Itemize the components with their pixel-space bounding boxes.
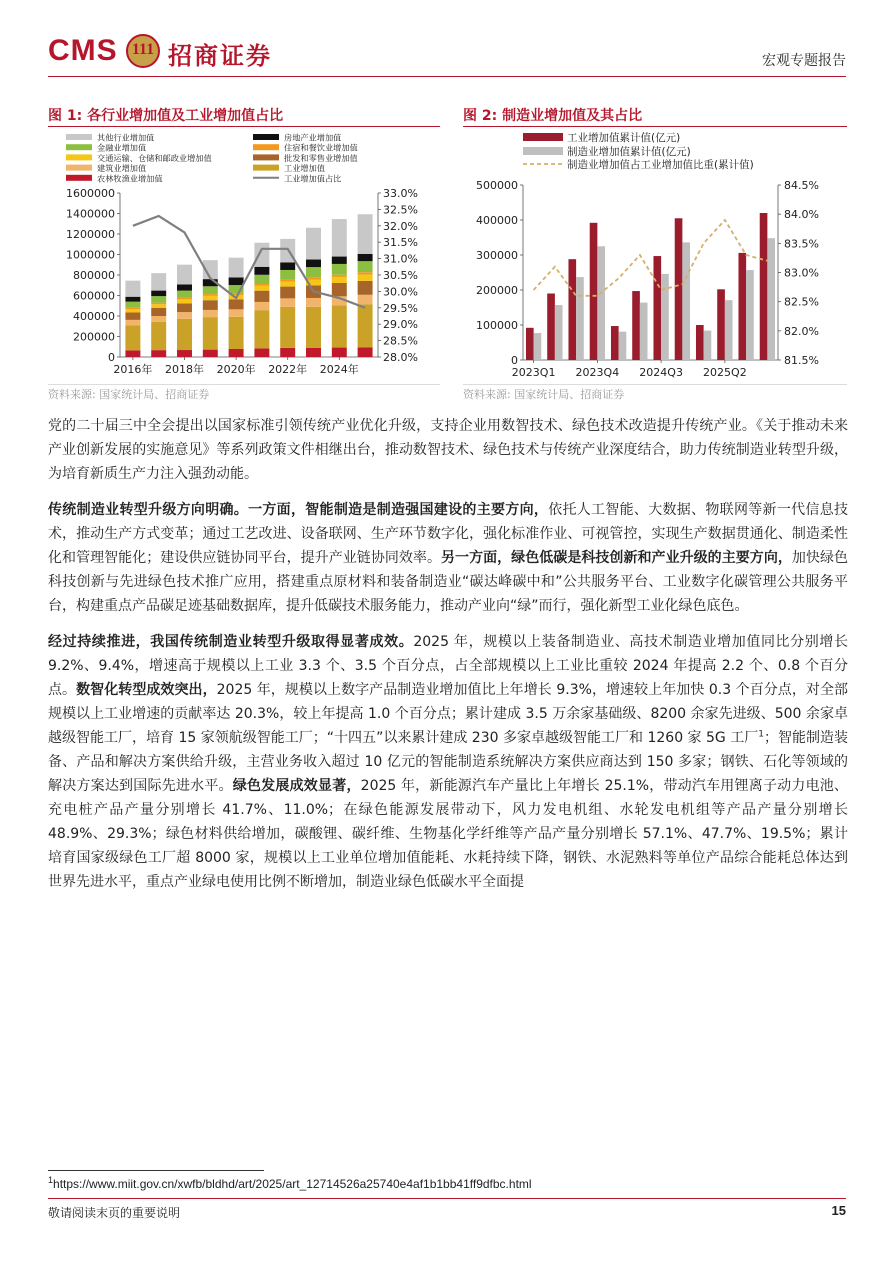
bar-segment — [151, 316, 166, 322]
bar-segment — [125, 325, 140, 350]
bar-segment — [306, 307, 321, 348]
x-tick-label: 2020年 — [216, 363, 256, 376]
bar-segment — [125, 320, 140, 325]
bar-segment — [254, 267, 269, 275]
bar-segment — [280, 262, 295, 270]
bar-segment — [358, 214, 373, 254]
y2-tick-label: 82.5% — [784, 295, 819, 309]
y-tick-label: 1200000 — [66, 228, 115, 241]
bar-industry — [632, 291, 640, 360]
bar-segment — [229, 258, 244, 278]
legend-label: 交通运输、仓储和邮政业增加值 — [97, 152, 212, 163]
legend-swatch — [253, 134, 279, 140]
paragraph-3-text-3: ；智能制造装备、产品和解决方案供给升级，主营业务收入超过 10 亿元的智能制造系统解决方案供应商达到 150 多家；钢铁、石化等领域的解决方案达到国际先进水平。 — [48, 730, 849, 794]
y-tick-label: 1600000 — [66, 187, 115, 200]
bar-industry — [526, 328, 534, 360]
bar-segment — [151, 291, 166, 297]
bar-manufacturing — [725, 300, 733, 360]
bar-segment — [177, 299, 192, 303]
footnote-link[interactable]: https://www.miit.gov.cn/xwfb/bldhd/art/2025/art_12714526a25740e4af1b1bb41ff9dfbc.html — [53, 1177, 532, 1191]
bar-industry — [653, 256, 661, 360]
bar-industry — [611, 326, 619, 360]
legend-swatch — [66, 134, 92, 140]
footnote-divider — [48, 1170, 264, 1171]
bar-segment — [332, 275, 347, 277]
footer-disclaimer: 敬请阅读末页的重要说明 — [48, 1206, 181, 1220]
bar-industry — [738, 253, 746, 360]
figure-2-source-divider — [463, 384, 847, 385]
bar-segment — [306, 348, 321, 357]
paragraph-3-text-2: 2025 年，规模以上数字产品制造业增加值比上年增长 9.3%，增速较上年加快 0.3 个百分点，对全部规模以上工业增速的贡献率达 20.3%，较上年提高 1.0 个百分点；累计建成 3.5 万余家基础级、8200 余家先进级、500 余家卓越级智能工厂，培育 15 家领航级智能工厂；“十四五”以来累计建成 230 多家卓越级智能工厂和 1260 家 5G 工厂 — [48, 682, 848, 746]
y2-tick-label: 30.5% — [383, 269, 418, 282]
bar-segment — [280, 282, 295, 287]
body-text — [48, 414, 848, 906]
bar-segment — [358, 295, 373, 304]
footnote-ref-1[interactable]: 1 — [758, 729, 764, 740]
paragraph-2 — [48, 498, 848, 618]
bar-segment — [125, 313, 140, 320]
bar-segment — [332, 348, 347, 357]
legend-label: 建筑业增加值 — [97, 163, 147, 174]
x-tick-label: 2024Q3 — [639, 366, 683, 379]
logo-seal-icon — [126, 34, 160, 68]
figure-1-title-divider — [48, 126, 440, 127]
legend-label: 工业增加值累计值(亿元) — [567, 132, 681, 144]
page-number: 15 — [831, 1203, 846, 1218]
bar-segment — [177, 303, 192, 312]
paragraph-2-text-1: 依托人工智能、大数据、物联网等新一代信息技术，推动生产方式变革；通过工艺改进、设备联网、生产环节数字化，强化标准作业、可视管控，实现生产数据贯通化、制造柔性化和管理智能化；建设供应链协同平台，提升产业链协同效率。 — [48, 502, 849, 566]
figure-2-source: 资料来源: 国家统计局、招商证券 — [463, 388, 625, 401]
legend-label: 工业增加值占比 — [284, 173, 342, 184]
bar-segment — [254, 275, 269, 284]
y2-tick-label: 31.0% — [383, 252, 418, 266]
bar-segment — [306, 228, 321, 260]
paragraph-1-text: 党的二十届三中全会提出以国家标准引领传统产业优化升级，支持企业用数智技术、绿色技术改造提升传统产业。《关于推动未来产业创新发展的实施意见》等系列政策文件相继出台，推动数智技术、绿色技术与传统产业深度结合，助力传统制造业转型升级，为培育新质生产力注入强劲动能。 — [48, 418, 848, 482]
bar-segment — [254, 291, 269, 302]
paragraph-3 — [48, 630, 848, 894]
bar-segment — [254, 286, 269, 291]
bar-segment — [280, 280, 295, 282]
legend-swatch — [66, 154, 92, 160]
bar-manufacturing — [767, 238, 775, 360]
bar-segment — [332, 306, 347, 348]
paragraph-2-bold-1: 传统制造业转型升级方向明确。一方面，智能制造是制造强国建设的主要方向， — [48, 502, 549, 518]
legend-swatch — [523, 147, 563, 155]
footnote-marker: 1 — [48, 1175, 54, 1185]
bar-segment — [203, 286, 218, 294]
y-tick-label: 500000 — [476, 179, 518, 192]
legend-swatch — [253, 165, 279, 171]
legend-label: 农林牧渔业增加值 — [97, 173, 163, 184]
legend-label: 批发和零售业增加值 — [284, 152, 358, 163]
line-series-industry-share — [133, 216, 365, 308]
bar-industry — [717, 289, 725, 360]
bar-segment — [177, 350, 192, 357]
bar-segment — [229, 277, 244, 285]
report-type: 宏观专题报告 — [762, 53, 846, 69]
x-tick-label: 2023Q1 — [511, 366, 556, 379]
bar-segment — [177, 284, 192, 290]
y2-tick-label: 32.0% — [383, 219, 418, 233]
y-tick-label: 200000 — [73, 330, 115, 344]
y2-tick-label: 32.5% — [383, 203, 418, 217]
legend-label: 制造业增加值累计值(亿元) — [567, 146, 691, 158]
bar-industry — [675, 218, 683, 360]
bar-manufacturing — [619, 332, 627, 360]
bar-segment — [151, 303, 166, 305]
x-tick-label: 2023Q4 — [575, 366, 620, 379]
bar-industry — [760, 213, 768, 360]
y2-tick-label: 84.5% — [784, 179, 819, 192]
y-tick-label: 400000 — [73, 310, 115, 323]
bar-manufacturing — [576, 277, 584, 360]
y-tick-label: 300000 — [476, 249, 518, 262]
figure-1-source-divider — [48, 384, 440, 385]
x-tick-label: 2024年 — [319, 363, 359, 376]
legend-swatch — [66, 144, 92, 150]
bar-segment — [177, 312, 192, 319]
bar-manufacturing — [597, 246, 605, 360]
y2-tick-label: 83.0% — [784, 266, 819, 280]
bar-segment — [177, 291, 192, 298]
x-tick-label: 2025Q2 — [703, 366, 747, 379]
paragraph-2-text-2: 加快绿色科技创新与先进绿色技术推广应用，搭建重点原材料和装备制造业“碳达峰碳中和”公共服务平台、工业数字化碳管理公共服务平台，构建重点产品碳足迹基础数据库，提升低碳技术服务能力，推动产业向“绿”而行，强化新型工业化绿色底色。 — [48, 550, 849, 614]
bar-segment — [151, 322, 166, 350]
bar-segment — [177, 319, 192, 350]
bar-segment — [358, 304, 373, 347]
bar-segment — [229, 309, 244, 316]
header-divider — [48, 76, 846, 77]
figure-1-source: 资料来源: 国家统计局、招商证券 — [48, 388, 210, 401]
bar-segment — [358, 254, 373, 261]
footnote — [48, 1177, 532, 1191]
logo-company-name: 招商证券 — [168, 42, 272, 70]
bar-manufacturing — [555, 305, 563, 360]
bar-segment — [125, 309, 140, 312]
y2-tick-label: 33.0% — [383, 187, 418, 200]
bar-segment — [229, 299, 244, 309]
legend-swatch — [66, 175, 92, 181]
bar-segment — [306, 298, 321, 307]
bar-segment — [177, 298, 192, 300]
bar-segment — [306, 267, 321, 277]
bar-segment — [177, 265, 192, 285]
bar-segment — [203, 296, 218, 300]
logo-text: CMS — [48, 34, 118, 67]
bar-segment — [125, 302, 140, 308]
bar-segment — [358, 261, 373, 272]
bar-segment — [306, 277, 321, 279]
paragraph-3-text-4: 2025 年，新能源汽车产量比上年增长 25.1%，带动汽车用锂离子动力电池、充电桩产品产量分别增长 41.7%、11.0%；在绿色能源发展带动下，风力发电机组、水轮发电机组等产品产量分别增长 48.9%、29.3%；绿色材料供给增加，碳酸锂、碳纤维、生物基化学纤维等产品产量分别增长 57.1%、47.7%、19.5%；累计培育国家级绿色工厂超 8000 家，规模以上工业单位增加值能耗、水耗持续下降，钢铁、水泥熟料等单位产品综合能耗总体达到世界先进水平，重点产业绿电使用比例不断增加，制造业绿色低碳水平全面提 — [48, 778, 848, 890]
x-tick-label: 2016年 — [113, 363, 153, 376]
bar-segment — [151, 308, 166, 316]
logo-seal-text: 111 — [131, 41, 155, 58]
figure-1-chart — [48, 128, 443, 382]
legend-label: 房地产业增加值 — [284, 132, 342, 143]
bar-segment — [280, 287, 295, 299]
paragraph-3-text-1: 2025 年，规模以上装备制造业、高技术制造业增加值同比分别增长 9.2%、9.4%，增速高于规模以上工业 3.3 个、3.5 个百分点，占全部规模以上工业比重较 2024 年提高 2.2 个、0.8 个百分点。 — [48, 634, 849, 698]
bar-segment — [332, 257, 347, 264]
y2-tick-label: 28.0% — [383, 351, 418, 364]
bar-segment — [358, 347, 373, 357]
paragraph-3-bold-2: 数智化转型成效突出， — [76, 682, 217, 698]
legend-swatch — [253, 144, 279, 150]
page-header — [48, 28, 846, 78]
bar-segment — [125, 281, 140, 297]
bar-manufacturing — [682, 242, 690, 360]
bar-segment — [229, 317, 244, 349]
bar-industry — [590, 223, 598, 360]
y-tick-label: 100000 — [476, 319, 518, 332]
bar-segment — [229, 349, 244, 357]
bar-industry — [547, 294, 555, 361]
bar-segment — [306, 260, 321, 268]
x-tick-label: 2022年 — [268, 363, 308, 376]
y2-tick-label: 84.0% — [784, 208, 819, 222]
bar-segment — [332, 277, 347, 283]
legend-label: 制造业增加值占工业增加值比重(累计值) — [567, 159, 754, 171]
x-tick-label: 2018年 — [165, 363, 204, 376]
y2-tick-label: 83.5% — [784, 237, 819, 251]
paragraph-2-bold-2: 另一方面，绿色低碳是科技创新和产业升级的主要方向， — [441, 550, 792, 566]
y-tick-label: 600000 — [73, 289, 115, 303]
bar-segment — [332, 283, 347, 296]
y-tick-label: 1400000 — [66, 207, 115, 221]
bar-manufacturing — [661, 274, 669, 360]
bar-segment — [203, 294, 218, 296]
bar-manufacturing — [704, 331, 712, 360]
bar-segment — [358, 281, 373, 295]
y2-tick-label: 30.0% — [383, 285, 418, 299]
y-tick-label: 400000 — [476, 214, 518, 227]
bar-segment — [151, 273, 166, 290]
bar-segment — [125, 308, 140, 309]
bar-segment — [358, 272, 373, 274]
bar-segment — [203, 350, 218, 357]
paragraph-3-bold-1: 经过持续推进，我国传统制造业转型升级取得显著成效。 — [48, 634, 414, 650]
figure-2-chart — [463, 128, 848, 382]
bar-segment — [332, 219, 347, 257]
y2-tick-label: 29.5% — [383, 301, 418, 315]
legend-swatch — [66, 165, 92, 171]
bar-segment — [254, 243, 269, 267]
legend-swatch — [523, 133, 563, 141]
bar-industry — [568, 259, 576, 360]
y2-tick-label: 28.5% — [383, 334, 418, 348]
paragraph-1 — [48, 414, 848, 486]
footer-divider — [48, 1198, 846, 1199]
legend-label: 其他行业增加值 — [97, 132, 155, 143]
bar-segment — [280, 307, 295, 348]
bar-manufacturing — [534, 333, 542, 360]
bar-segment — [254, 284, 269, 286]
bar-segment — [151, 350, 166, 357]
y2-tick-label: 29.0% — [383, 318, 418, 332]
y-tick-label: 1000000 — [66, 248, 115, 262]
y-tick-label: 0 — [108, 351, 115, 364]
bar-segment — [125, 297, 140, 302]
paragraph-3-bold-3: 绿色发展成效显著， — [232, 778, 361, 794]
bar-segment — [203, 300, 218, 310]
bar-industry — [696, 325, 704, 360]
bar-segment — [254, 302, 269, 310]
figure-2-title: 图 2: 制造业增加值及其占比 — [463, 108, 643, 124]
y-tick-label: 0 — [511, 354, 518, 367]
bar-manufacturing — [746, 270, 754, 360]
bar-segment — [203, 317, 218, 349]
figure-2-title-divider — [463, 126, 847, 127]
bar-segment — [203, 310, 218, 317]
legend-swatch — [253, 154, 279, 160]
legend-label: 工业增加值 — [284, 163, 325, 174]
bar-segment — [280, 270, 295, 280]
bar-segment — [125, 350, 140, 357]
y2-tick-label: 81.5% — [784, 354, 819, 367]
y-tick-label: 800000 — [73, 269, 115, 282]
bar-segment — [280, 348, 295, 357]
bar-segment — [151, 304, 166, 308]
y2-tick-label: 31.5% — [383, 236, 418, 250]
legend-label: 住宿和餐饮业增加值 — [284, 142, 358, 153]
bar-segment — [332, 264, 347, 275]
y2-tick-label: 82.0% — [784, 324, 819, 338]
legend-label: 金融业增加值 — [97, 142, 147, 153]
bar-segment — [254, 348, 269, 357]
bar-segment — [151, 296, 166, 303]
bar-segment — [280, 298, 295, 307]
bar-segment — [254, 310, 269, 348]
y-tick-label: 200000 — [476, 284, 518, 297]
bar-segment — [358, 275, 373, 281]
bar-manufacturing — [640, 303, 648, 360]
figure-1-title: 图 1: 各行业增加值及工业增加值占比 — [48, 108, 284, 124]
